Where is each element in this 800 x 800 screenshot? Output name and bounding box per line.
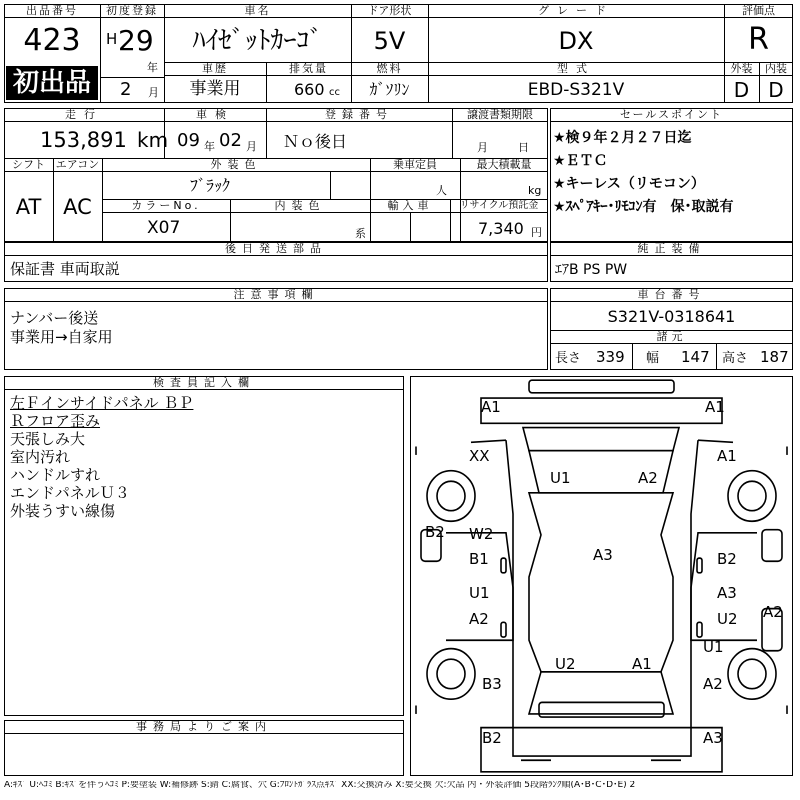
damage-label: A2	[763, 603, 783, 621]
transfer-day-unit: 日	[518, 141, 529, 154]
damage-label: U2	[717, 610, 738, 628]
insp-month-unit: 月	[246, 140, 257, 153]
inspection-month: 02	[219, 130, 242, 151]
insp-year-unit: 年	[204, 140, 215, 153]
history: 事業用	[189, 79, 241, 99]
interior-label: 内装	[759, 62, 793, 76]
damage-label: B3	[482, 675, 502, 693]
ac-label: エアコン	[53, 158, 102, 172]
displacement-unit: cc	[329, 87, 340, 98]
ac: AC	[63, 195, 92, 219]
office-label: 事務局よりご案内	[4, 720, 404, 734]
damage-label: A3	[703, 729, 723, 747]
car-name: ﾊｲｾﾞｯﾄｶｰｺﾞ	[192, 26, 323, 56]
recycle-unit: 円	[531, 226, 542, 239]
inspector-line: ハンドルすれ	[10, 466, 101, 484]
damage-label: U1	[703, 638, 724, 656]
damage-label: A2	[638, 469, 658, 487]
damage-label: XX	[469, 447, 490, 465]
capacity-unit: 人	[436, 184, 447, 197]
interior-color-label: 内装色	[230, 199, 370, 213]
damage-label: U1	[469, 584, 490, 602]
door-type: 5V	[373, 27, 406, 55]
color-no-label: カラーNo.	[102, 199, 230, 213]
height: 187	[760, 348, 789, 366]
era: H	[106, 30, 118, 48]
sales-point-item: ★ｽﾍﾟｱｷｰ･ﾘﾓｺﾝ有 保･取説有	[553, 199, 734, 215]
damage-label: B2	[425, 523, 445, 541]
damage-label: A3	[593, 546, 613, 564]
fuel-label: 燃料	[351, 62, 428, 76]
length: 339	[596, 348, 625, 366]
shift-label: シフト	[4, 158, 53, 172]
inspector-line: 左Ｆインサイドパネル ＢＰ	[10, 394, 194, 412]
recycle-label: リサイクル預託金	[450, 199, 548, 213]
month-unit: 月	[148, 86, 159, 99]
score-label: 評価点	[724, 4, 793, 18]
damage-label: U2	[555, 655, 576, 673]
width-label: 幅	[646, 351, 660, 366]
score: R	[748, 22, 769, 57]
history-label: 車歴	[164, 62, 266, 76]
sales-points-block	[550, 108, 793, 242]
inspector-line: エンドパネルＵ３	[10, 484, 130, 502]
inspection-label: 車検	[164, 108, 266, 122]
fuel: ｶﾞｿﾘﾝ	[369, 80, 410, 99]
damage-label: W2	[469, 525, 494, 543]
regno-label: 登録番号	[266, 108, 452, 122]
genuine-label: 純正装備	[550, 242, 793, 256]
damage-label: B1	[469, 550, 489, 568]
exterior-label: 外装	[724, 62, 759, 76]
note-line: ナンバー後送	[10, 309, 99, 327]
inspector-line: Ｒフロア歪み	[10, 412, 101, 430]
sales-point-item: ★キーレス（リモコン）	[553, 176, 705, 192]
sales-point-item: ★ＥＴＣ	[553, 153, 608, 169]
first-reg-month: 2	[120, 79, 132, 100]
interior-color-unit: 系	[355, 227, 366, 240]
inspector-line: 天張しみ大	[10, 430, 86, 448]
first-reg-year: 29	[118, 24, 154, 57]
first-reg-label: 初度登録	[100, 4, 164, 18]
chassis-number: S321V-0318641	[607, 307, 736, 326]
lot-number: 423	[23, 23, 81, 58]
mileage-label: 走行	[4, 108, 164, 122]
grade: DX	[558, 27, 594, 55]
length-label: 長さ	[555, 351, 582, 366]
genuine-text: ｴｱB PS PW	[555, 262, 628, 278]
load-label: 最大積載量	[460, 158, 548, 172]
damage-label: A1	[717, 447, 737, 465]
capacity-label: 乗車定員	[370, 158, 460, 172]
legend: A:ｷｽﾞ U:ﾍｺﾐ B:ｷｽﾞを伴うﾍｺﾐ P:要塗装 W:補修跡 S:錆 C:腐食、穴 G:ﾌﾛﾝﾄｶﾞﾗｽ点ｷｽﾞ XX:交換済み X:要交換 欠:欠品 内・外装評価 5段階ﾗﾝｸ順(A･B･C･D･E) 2	[4, 781, 636, 790]
damage-label: A2	[703, 675, 723, 693]
import-label: 輸入車	[370, 199, 450, 213]
notes-label: 注意事項欄	[4, 288, 548, 302]
sales-point-item: ★検９年２月２７日迄	[553, 130, 692, 146]
inspection-year: 09	[177, 130, 200, 151]
damage-label: A1	[632, 655, 652, 673]
damage-label: A1	[481, 398, 501, 416]
damage-label: A3	[717, 584, 737, 602]
inspector-line: 外装うすい線傷	[10, 502, 116, 520]
inspector-label: 検査員記入欄	[4, 376, 404, 390]
car-name-label: 車名	[164, 4, 351, 18]
displacement: 660	[294, 80, 325, 99]
later-parts-label: 後日発送部品	[4, 242, 548, 256]
inspector-line: 室内汚れ	[10, 448, 71, 466]
color-label: 外装色	[102, 158, 370, 172]
color: ﾌﾞﾗｯｸ	[190, 176, 231, 195]
height-label: 高さ	[722, 351, 749, 366]
lot-label: 出品番号	[4, 4, 100, 18]
damage-label: A2	[469, 610, 489, 628]
damage-label: B2	[717, 550, 737, 568]
specs-label: 諸元	[550, 330, 793, 344]
shift: AT	[15, 195, 42, 219]
door-label: ドア形状	[351, 4, 428, 18]
regno: Ｎｏ後日	[283, 132, 348, 151]
transfer-label: 譲渡書類期限	[452, 108, 548, 122]
note-line: 事業用→自家用	[10, 328, 113, 346]
exterior-grade: D	[733, 78, 750, 102]
model: EBD-S321V	[527, 80, 625, 100]
damage-label: B2	[482, 729, 502, 747]
later-parts-text: 保証書 車両取説	[10, 260, 120, 278]
transfer-month-unit: 月	[477, 141, 488, 154]
sales-points-label: セールスポイント	[550, 108, 793, 122]
damage-label: A1	[705, 398, 725, 416]
first-listing-badge: 初出品	[6, 66, 98, 100]
year-unit: 年	[147, 61, 158, 74]
model-label: 型式	[428, 62, 724, 76]
recycle-amount: 7,340	[478, 219, 524, 238]
displacement-label: 排気量	[266, 62, 351, 76]
chassis-label: 車台番号	[550, 288, 793, 302]
load-unit: kg	[528, 184, 542, 197]
mileage-unit: km	[137, 128, 169, 152]
color-no: X07	[147, 218, 181, 238]
grade-label: グレード	[428, 4, 724, 18]
interior-grade: D	[768, 78, 784, 102]
mileage: 153,891	[40, 128, 127, 152]
width: 147	[681, 348, 710, 366]
damage-label: U1	[550, 469, 571, 487]
car-outline-diagram	[411, 377, 792, 775]
